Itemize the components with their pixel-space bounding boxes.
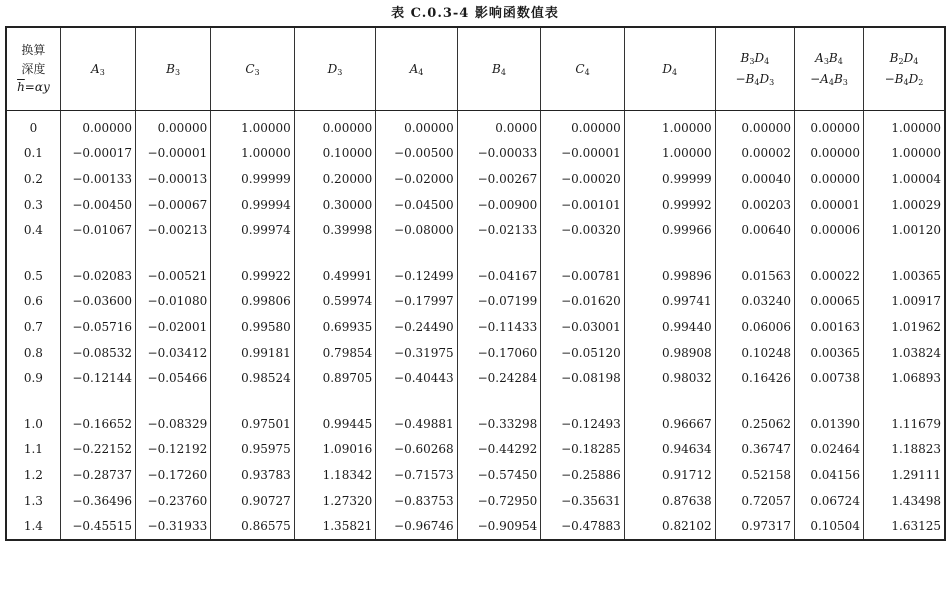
value-cell: 0.00006 [795, 217, 864, 243]
symbol-letter: A [409, 61, 419, 76]
value-cell: −0.96746 [376, 513, 457, 540]
value-cell: 0.00065 [795, 289, 864, 315]
symbol-letter: D [327, 61, 338, 76]
symbol-letter: B [492, 61, 501, 76]
symbol-letter: D [662, 61, 672, 76]
spacer-cell [863, 391, 945, 411]
value-cell: 1.00000 [624, 141, 715, 167]
value-cell: 0.00365 [795, 340, 864, 366]
value-cell: −0.00320 [541, 217, 625, 243]
value-cell: 1.03824 [863, 340, 945, 366]
value-cell: 1.01962 [863, 314, 945, 340]
value-cell: 1.00004 [863, 166, 945, 192]
symbol-subscript: 4 [754, 78, 760, 87]
value-cell: −0.12499 [376, 263, 457, 289]
value-cell: −0.00500 [376, 141, 457, 167]
spacer-cell [6, 243, 60, 263]
value-cell: −0.05716 [60, 314, 135, 340]
column-header-line [866, 69, 942, 90]
value-cell: −0.31933 [136, 513, 211, 540]
column-header [863, 27, 945, 111]
value-cell: −0.05466 [136, 365, 211, 391]
value-cell: 0.95975 [211, 437, 295, 463]
symbol-subscript: 3 [99, 67, 105, 77]
depth-cell: 0.2 [6, 166, 60, 192]
value-cell: −0.57450 [457, 462, 541, 488]
value-cell: 0.49991 [294, 263, 375, 289]
table-row [6, 411, 945, 437]
value-cell: −0.44292 [457, 437, 541, 463]
value-cell: 0.06724 [795, 488, 864, 514]
symbol-letter: −B [884, 72, 904, 86]
value-cell: 1.63125 [863, 513, 945, 540]
value-cell: 0.00000 [541, 111, 625, 141]
value-cell: 1.00000 [624, 111, 715, 141]
value-cell: −0.02001 [136, 314, 211, 340]
table-row [6, 263, 945, 289]
column-header-line [797, 48, 861, 69]
value-cell: 0.99922 [211, 263, 295, 289]
table-row [6, 192, 945, 218]
column-header-line [866, 48, 942, 69]
value-cell: 0.00022 [795, 263, 864, 289]
value-cell: 0.03240 [715, 289, 794, 315]
value-cell: 0.79854 [294, 340, 375, 366]
value-cell: 0.00000 [715, 111, 794, 141]
depth-cell: 0.6 [6, 289, 60, 315]
spacer-cell [376, 243, 457, 263]
value-cell: 0.00000 [795, 141, 864, 167]
symbol-letter: B [166, 61, 175, 76]
group-spacer [6, 391, 945, 411]
value-cell: 0.00640 [715, 217, 794, 243]
value-cell: −0.25886 [541, 462, 625, 488]
value-cell: 0.99999 [624, 166, 715, 192]
value-cell: 0.87638 [624, 488, 715, 514]
symbol-subscript: 4 [500, 67, 506, 77]
spacer-cell [294, 243, 375, 263]
depth-cell: 1.4 [6, 513, 60, 540]
value-cell: 1.00000 [211, 141, 295, 167]
column-header-line [718, 48, 792, 69]
value-cell: 0.98524 [211, 365, 295, 391]
value-cell: 0.39998 [294, 217, 375, 243]
value-cell: 0.97501 [211, 411, 295, 437]
value-cell: 0.00203 [715, 192, 794, 218]
value-cell: 0.00001 [795, 192, 864, 218]
value-cell: 0.99741 [624, 289, 715, 315]
depth-cell: 0.7 [6, 314, 60, 340]
value-cell: 1.11679 [863, 411, 945, 437]
value-cell: −0.07199 [457, 289, 541, 315]
value-cell: −0.17260 [136, 462, 211, 488]
spacer-cell [715, 391, 794, 411]
value-cell: 0.69935 [294, 314, 375, 340]
spacer-cell [6, 391, 60, 411]
table-row [6, 166, 945, 192]
value-cell: −0.12192 [136, 437, 211, 463]
depth-formula: $\overline{h}=\alpha y$ [17, 80, 50, 95]
value-cell: 0.36747 [715, 437, 794, 463]
value-cell: −0.18285 [541, 437, 625, 463]
value-cell: 0.98908 [624, 340, 715, 366]
value-cell: −0.60268 [376, 437, 457, 463]
table-row [6, 314, 945, 340]
depth-cell: 0.5 [6, 263, 60, 289]
symbol-subscript: 3 [842, 78, 848, 87]
value-cell: 1.00120 [863, 217, 945, 243]
symbol-letter: B [889, 51, 899, 66]
depth-cell: 1.0 [6, 411, 60, 437]
header-row [6, 27, 945, 111]
value-cell: 1.35821 [294, 513, 375, 540]
spacer-cell [457, 243, 541, 263]
value-cell: 0.59974 [294, 289, 375, 315]
table-row [6, 513, 945, 540]
value-cell: 1.06893 [863, 365, 945, 391]
value-cell: 0.20000 [294, 166, 375, 192]
value-cell: −0.40443 [376, 365, 457, 391]
value-cell: −0.01620 [541, 289, 625, 315]
value-cell: 0.99994 [211, 192, 295, 218]
spacer-cell [795, 243, 864, 263]
value-cell: 0.98032 [624, 365, 715, 391]
value-cell: 0.00000 [136, 111, 211, 141]
symbol-letter: C [575, 61, 585, 76]
value-cell: −0.33298 [457, 411, 541, 437]
value-cell: 0.93783 [211, 462, 295, 488]
value-cell: −0.08000 [376, 217, 457, 243]
table-title: 表 C.0.3-4 影响函数值表 [391, 6, 559, 21]
value-cell: 0.10248 [715, 340, 794, 366]
column-header-line [797, 69, 861, 90]
column-header [715, 27, 794, 111]
value-cell: 0.25062 [715, 411, 794, 437]
depth-cell: 0.3 [6, 192, 60, 218]
value-cell: 0.82102 [624, 513, 715, 540]
value-cell: 1.18342 [294, 462, 375, 488]
value-cell: −0.00013 [136, 166, 211, 192]
value-cell: −0.01080 [136, 289, 211, 315]
value-cell: 0.96667 [624, 411, 715, 437]
column-header [294, 27, 375, 111]
spacer-cell [136, 243, 211, 263]
value-cell: 0.52158 [715, 462, 794, 488]
value-cell: −0.12493 [541, 411, 625, 437]
value-cell: −0.28737 [60, 462, 135, 488]
value-cell: 1.09016 [294, 437, 375, 463]
table-row [6, 141, 945, 167]
value-cell: −0.04500 [376, 192, 457, 218]
table-row [6, 111, 945, 141]
symbol-subscript: 4 [671, 67, 678, 77]
symbol-subscript: 3 [337, 67, 343, 77]
value-cell: −0.49881 [376, 411, 457, 437]
value-cell: 0.00000 [60, 111, 135, 141]
value-cell: −0.00900 [457, 192, 541, 218]
value-cell: 0.99999 [211, 166, 295, 192]
table-row [6, 217, 945, 243]
spacer-cell [541, 243, 625, 263]
value-cell: 0.10000 [294, 141, 375, 167]
value-cell: −0.45515 [60, 513, 135, 540]
value-cell: −0.00781 [541, 263, 625, 289]
value-cell: −0.08329 [136, 411, 211, 437]
depth-cell: 0.9 [6, 365, 60, 391]
spacer-cell [60, 243, 135, 263]
value-cell: −0.08198 [541, 365, 625, 391]
value-cell: −0.35631 [541, 488, 625, 514]
column-header [457, 27, 541, 111]
value-cell: 0.00000 [376, 111, 457, 141]
value-cell: 0.99974 [211, 217, 295, 243]
value-cell: −0.11433 [457, 314, 541, 340]
value-cell: 0.06006 [715, 314, 794, 340]
value-cell: 0.16426 [715, 365, 794, 391]
value-cell: 0.99440 [624, 314, 715, 340]
spacer-cell [624, 391, 715, 411]
symbol-letter: D [754, 51, 765, 66]
table-row [6, 365, 945, 391]
symbol-subscript: 4 [837, 57, 843, 67]
depth-cell: 0 [6, 111, 60, 141]
symbol-subscript: 4 [418, 67, 424, 77]
value-cell: −0.00001 [136, 141, 211, 167]
depth-header-line-1: 换算 [21, 43, 46, 58]
symbol-subscript: 3 [823, 57, 829, 67]
value-cell: −0.00133 [60, 166, 135, 192]
spacer-cell [136, 391, 211, 411]
depth-header-line-2: 深度 [21, 61, 46, 76]
value-cell: −0.03001 [541, 314, 625, 340]
value-cell: −0.00267 [457, 166, 541, 192]
value-cell: 0.00000 [294, 111, 375, 141]
symbol-subscript: 4 [828, 78, 834, 87]
value-cell: 1.00000 [863, 141, 945, 167]
value-cell: −0.24490 [376, 314, 457, 340]
value-cell: 1.18823 [863, 437, 945, 463]
spacer-cell [541, 391, 625, 411]
symbol-letter: B [833, 72, 843, 86]
value-cell: 1.27320 [294, 488, 375, 514]
value-cell: 0.00000 [795, 111, 864, 141]
value-cell: 0.72057 [715, 488, 794, 514]
spacer-cell [624, 243, 715, 263]
value-cell: 0.04156 [795, 462, 864, 488]
value-cell: −0.31975 [376, 340, 457, 366]
column-header [376, 27, 457, 111]
value-cell: −0.04167 [457, 263, 541, 289]
value-cell: 1.00000 [863, 111, 945, 141]
column-header [541, 27, 625, 111]
value-cell: −0.83753 [376, 488, 457, 514]
spacer-cell [863, 243, 945, 263]
value-cell: 1.00917 [863, 289, 945, 315]
depth-cell: 1.2 [6, 462, 60, 488]
value-cell: 1.00029 [863, 192, 945, 218]
value-cell: 0.89705 [294, 365, 375, 391]
value-cell: 0.90727 [211, 488, 295, 514]
value-cell: 0.91712 [624, 462, 715, 488]
value-cell: −0.02133 [457, 217, 541, 243]
value-cell: 0.86575 [211, 513, 295, 540]
symbol-letter: A [91, 61, 100, 76]
column-header [60, 27, 135, 111]
value-cell: 0.99445 [294, 411, 375, 437]
value-cell: 0.0000 [457, 111, 541, 141]
depth-cell: 1.3 [6, 488, 60, 514]
value-cell: −0.02000 [376, 166, 457, 192]
depth-cell: 0.1 [6, 141, 60, 167]
value-cell: 0.99806 [211, 289, 295, 315]
value-cell: 0.01390 [795, 411, 864, 437]
value-cell: −0.00020 [541, 166, 625, 192]
value-cell: 0.02464 [795, 437, 864, 463]
spacer-cell [60, 391, 135, 411]
value-cell: 0.00000 [795, 166, 864, 192]
value-cell: −0.22152 [60, 437, 135, 463]
value-cell: −0.47883 [541, 513, 625, 540]
symbol-subscript: 3 [769, 78, 775, 87]
value-cell: 0.99966 [624, 217, 715, 243]
symbol-letter: −A [810, 72, 829, 86]
spacer-cell [376, 391, 457, 411]
table-row [6, 340, 945, 366]
value-cell: 0.99992 [624, 192, 715, 218]
symbol-letter: D [903, 51, 914, 66]
value-cell: −0.00033 [457, 141, 541, 167]
depth-cell: 1.1 [6, 437, 60, 463]
column-header-line [718, 69, 792, 90]
spacer-cell [211, 391, 295, 411]
table-row [6, 437, 945, 463]
value-cell: −0.17997 [376, 289, 457, 315]
value-cell: 0.97317 [715, 513, 794, 540]
symbol-subscript: 3 [254, 67, 260, 77]
value-cell: 0.30000 [294, 192, 375, 218]
value-cell: −0.01067 [60, 217, 135, 243]
depth-cell: 0.4 [6, 217, 60, 243]
value-cell: 0.94634 [624, 437, 715, 463]
table-body [6, 111, 945, 540]
symbol-letter: B [828, 51, 838, 66]
value-cell: 1.00000 [211, 111, 295, 141]
value-cell: −0.36496 [60, 488, 135, 514]
symbol-subscript: 4 [903, 78, 909, 87]
value-cell: −0.23760 [136, 488, 211, 514]
value-cell: −0.72950 [457, 488, 541, 514]
value-cell: −0.00213 [136, 217, 211, 243]
value-cell: −0.00017 [60, 141, 135, 167]
value-cell: 0.00040 [715, 166, 794, 192]
value-cell: −0.12144 [60, 365, 135, 391]
value-cell: 0.00738 [795, 365, 864, 391]
value-cell: −0.00101 [541, 192, 625, 218]
symbol-subscript: 3 [174, 67, 181, 77]
symbol-letter: −B [735, 72, 755, 86]
value-cell: 0.00163 [795, 314, 864, 340]
symbol-subscript: 4 [584, 67, 590, 77]
spacer-cell [715, 243, 794, 263]
value-cell: −0.71573 [376, 462, 457, 488]
value-cell: −0.00521 [136, 263, 211, 289]
spacer-cell [294, 391, 375, 411]
value-cell: −0.08532 [60, 340, 135, 366]
value-cell: 0.00002 [715, 141, 794, 167]
depth-cell: 0.8 [6, 340, 60, 366]
value-cell: 0.10504 [795, 513, 864, 540]
value-cell: −0.24284 [457, 365, 541, 391]
value-cell: 0.99580 [211, 314, 295, 340]
influence-function-table [5, 26, 946, 541]
symbol-subscript: 4 [764, 57, 770, 67]
value-cell: −0.02083 [60, 263, 135, 289]
value-cell: −0.03600 [60, 289, 135, 315]
value-cell: 1.29111 [863, 462, 945, 488]
value-cell: −0.00450 [60, 192, 135, 218]
symbol-letter: B [740, 51, 750, 66]
value-cell: 1.00365 [863, 263, 945, 289]
value-cell: −0.03412 [136, 340, 211, 366]
symbol-subscript: 4 [913, 57, 919, 67]
value-cell: −0.00067 [136, 192, 211, 218]
value-cell: −0.17060 [457, 340, 541, 366]
group-spacer [6, 243, 945, 263]
value-cell: −0.05120 [541, 340, 625, 366]
symbol-letter: D [759, 72, 770, 86]
column-header [795, 27, 864, 111]
spacer-cell [211, 243, 295, 263]
value-cell: −0.00001 [541, 141, 625, 167]
value-cell: −0.90954 [457, 513, 541, 540]
spacer-cell [795, 391, 864, 411]
symbol-letter: C [245, 61, 255, 76]
column-header [624, 27, 715, 111]
value-cell: 0.99181 [211, 340, 295, 366]
symbol-subscript: 3 [749, 57, 755, 67]
symbol-letter: D [908, 72, 919, 86]
table-row [6, 289, 945, 315]
symbol-subscript: 2 [898, 57, 904, 67]
symbol-subscript: 2 [918, 78, 924, 87]
depth-header [6, 27, 60, 111]
value-cell: 0.01563 [715, 263, 794, 289]
table-row [6, 488, 945, 514]
value-cell: −0.16652 [60, 411, 135, 437]
value-cell: 0.99896 [624, 263, 715, 289]
spacer-cell [457, 391, 541, 411]
column-header [211, 27, 295, 111]
column-header [136, 27, 211, 111]
value-cell: 1.43498 [863, 488, 945, 514]
symbol-letter: A [815, 51, 824, 66]
table-row [6, 462, 945, 488]
